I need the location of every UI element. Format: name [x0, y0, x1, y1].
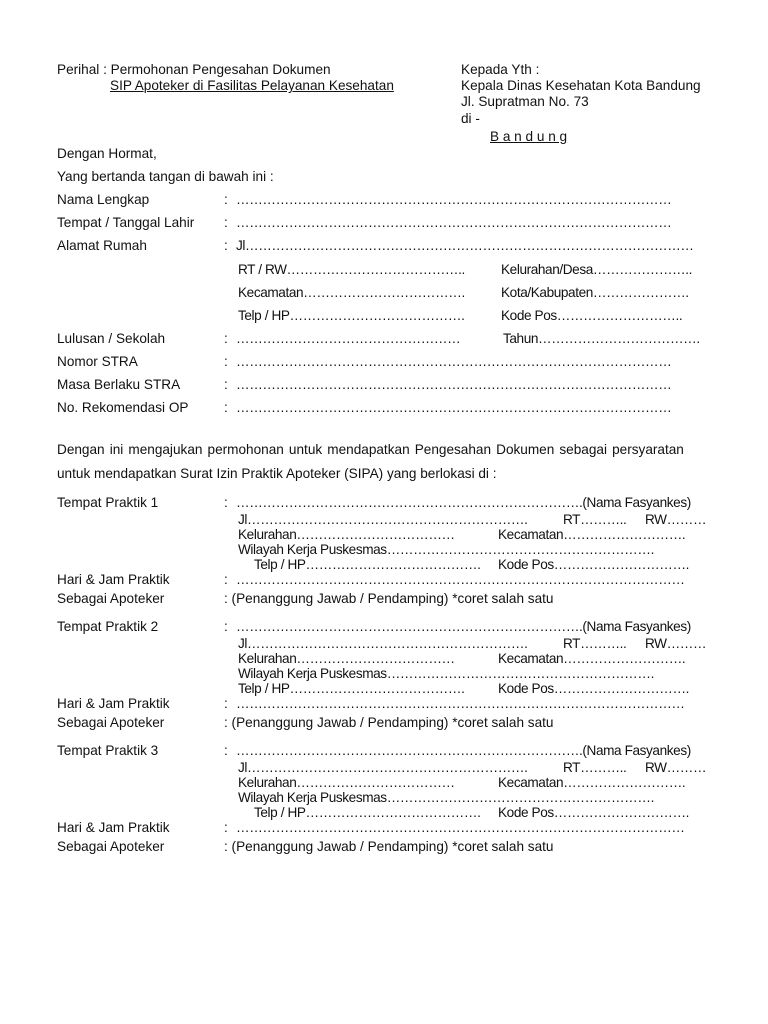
lulusan-field[interactable]: …………………………………………… — [236, 331, 461, 346]
field-label-nama: Nama Lengkap — [57, 192, 150, 207]
hari-label: Hari & Jam Praktik — [57, 572, 170, 587]
intro-text: Yang bertanda tangan di bawah ini : — [57, 169, 274, 184]
wilayah-field[interactable]: Wilayah Kerja Puskesmas……………………………………………………. — [238, 790, 654, 805]
nama-field[interactable]: ……………………………………………………………………………………… — [236, 192, 672, 207]
telp-field[interactable]: Telp / HP…………………………………. — [238, 681, 465, 696]
field-label-rekom: No. Rekomendasi OP — [57, 400, 189, 415]
field-colon: : — [224, 238, 228, 253]
rw-field[interactable]: RW……… — [645, 512, 707, 527]
telp-field[interactable]: Telp / HP…………………………………. — [254, 557, 481, 572]
tahun-field[interactable]: Tahun………………………………. — [503, 331, 700, 346]
request-line-2: untuk mendapatkan Surat Izin Praktik Apoteker (SIPA) yang berlokasi di : — [57, 466, 497, 481]
kecamatan-field[interactable]: Kecamatan………………………………. — [238, 285, 465, 300]
sebagai-label: Sebagai Apoteker — [57, 839, 165, 854]
field-label-stra: Nomor STRA — [57, 354, 138, 369]
kota-field[interactable]: Kota/Kabupaten…………………. — [501, 285, 689, 300]
hari-label: Hari & Jam Praktik — [57, 696, 170, 711]
kelurahan-field[interactable]: Kelurahan……………………………… — [238, 651, 455, 666]
rekom-field[interactable]: ……………………………………………………………………………………… — [236, 400, 672, 415]
field-label-alamat: Alamat Rumah — [57, 238, 147, 253]
kodepos-field[interactable]: Kode Pos…………………………. — [498, 681, 690, 696]
alamat-field[interactable]: Jl………………………………………………………………………………………… — [236, 238, 694, 253]
field-colon: : — [224, 495, 228, 510]
rt-field[interactable]: RT……….. — [563, 512, 627, 527]
sebagai-value[interactable]: : (Penanggung Jawab / Pendamping) *coret salah satu — [224, 591, 554, 606]
kecamatan-field[interactable]: Kecamatan………………………. — [498, 651, 686, 666]
kecamatan-field[interactable]: Kecamatan………………………. — [498, 775, 686, 790]
practice-label: Tempat Praktik 1 — [57, 495, 159, 510]
recipient-name: Kepala Dinas Kesehatan Kota Bandung — [461, 78, 701, 93]
telp-field[interactable]: Telp / HP…………………………………. — [238, 308, 465, 323]
rt-field[interactable]: RT……….. — [563, 760, 627, 775]
kelurahan-field[interactable]: Kelurahan……………………………… — [238, 527, 455, 542]
kecamatan-field[interactable]: Kecamatan………………………. — [498, 527, 686, 542]
ttl-field[interactable]: ……………………………………………………………………………………… — [236, 215, 672, 230]
sebagai-value[interactable]: : (Penanggung Jawab / Pendamping) *coret salah satu — [224, 715, 554, 730]
stra-field[interactable]: ……………………………………………………………………………………… — [236, 354, 672, 369]
hari-label: Hari & Jam Praktik — [57, 820, 170, 835]
fasyankes-field[interactable]: …………………………………………………………………….(Nama Fasyankes) — [236, 495, 691, 510]
sebagai-label: Sebagai Apoteker — [57, 591, 165, 606]
field-colon: : — [224, 377, 228, 392]
field-colon: : — [224, 400, 228, 415]
field-label-masa: Masa Berlaku STRA — [57, 377, 181, 392]
field-label-ttl: Tempat / Tanggal Lahir — [57, 215, 195, 230]
hari-field[interactable]: ………………………………………………………………………………………… — [236, 572, 685, 587]
field-colon: : — [224, 743, 228, 758]
rt-field[interactable]: RT……….. — [563, 636, 627, 651]
field-colon: : — [224, 215, 228, 230]
masa-field[interactable]: ……………………………………………………………………………………… — [236, 377, 672, 392]
hari-field[interactable]: ………………………………………………………………………………………… — [236, 696, 685, 711]
kodepos-field[interactable]: Kode Pos…………………………. — [498, 805, 690, 820]
field-colon: : — [224, 192, 228, 207]
field-label-lulusan: Lulusan / Sekolah — [57, 331, 166, 346]
sebagai-value[interactable]: : (Penanggung Jawab / Pendamping) *coret salah satu — [224, 839, 554, 854]
fasyankes-field[interactable]: …………………………………………………………………….(Nama Fasyankes) — [236, 619, 691, 634]
sebagai-label: Sebagai Apoteker — [57, 715, 165, 730]
hari-field[interactable]: ………………………………………………………………………………………… — [236, 820, 685, 835]
fasyankes-field[interactable]: …………………………………………………………………….(Nama Fasyankes) — [236, 743, 691, 758]
recipient-street: Jl. Supratman No. 73 — [461, 94, 589, 109]
wilayah-field[interactable]: Wilayah Kerja Puskesmas……………………………………………………. — [238, 542, 654, 557]
rw-field[interactable]: RW……… — [645, 636, 707, 651]
rw-field[interactable]: RW……… — [645, 760, 707, 775]
jl-field[interactable]: Jl………………………………………………………. — [238, 760, 528, 775]
telp-field[interactable]: Telp / HP…………………………………. — [254, 805, 481, 820]
recipient-city: B a n d u n g — [490, 129, 568, 144]
field-colon: : — [224, 820, 228, 835]
perihal-line-2: SIP Apoteker di Fasilitas Pelayanan Kesehatan — [110, 78, 394, 93]
kepada-yth: Kepada Yth : — [461, 62, 540, 77]
rtrw-field[interactable]: RT / RW………………………………….. — [238, 262, 465, 277]
field-colon: : — [224, 354, 228, 369]
kodepos-field[interactable]: Kode Pos……………………….. — [501, 308, 683, 323]
greeting: Dengan Hormat, — [57, 146, 157, 161]
jl-field[interactable]: Jl………………………………………………………. — [238, 636, 528, 651]
field-colon: : — [224, 696, 228, 711]
perihal-line-1: Perihal : Permohonan Pengesahan Dokumen — [57, 62, 331, 77]
kodepos-field[interactable]: Kode Pos…………………………. — [498, 557, 690, 572]
field-colon: : — [224, 331, 228, 346]
jl-field[interactable]: Jl………………………………………………………. — [238, 512, 528, 527]
practice-label: Tempat Praktik 3 — [57, 743, 159, 758]
field-colon: : — [224, 619, 228, 634]
field-colon: : — [224, 572, 228, 587]
kelurahan-field[interactable]: Kelurahan/Desa………………….. — [501, 262, 692, 277]
kelurahan-field[interactable]: Kelurahan……………………………… — [238, 775, 455, 790]
wilayah-field[interactable]: Wilayah Kerja Puskesmas……………………………………………………. — [238, 666, 654, 681]
request-line-1: Dengan ini mengajukan permohonan untuk mendapatkan Pengesahan Dokumen sebagai persyaratan — [57, 442, 684, 457]
recipient-di: di - — [461, 111, 480, 126]
practice-label: Tempat Praktik 2 — [57, 619, 159, 634]
